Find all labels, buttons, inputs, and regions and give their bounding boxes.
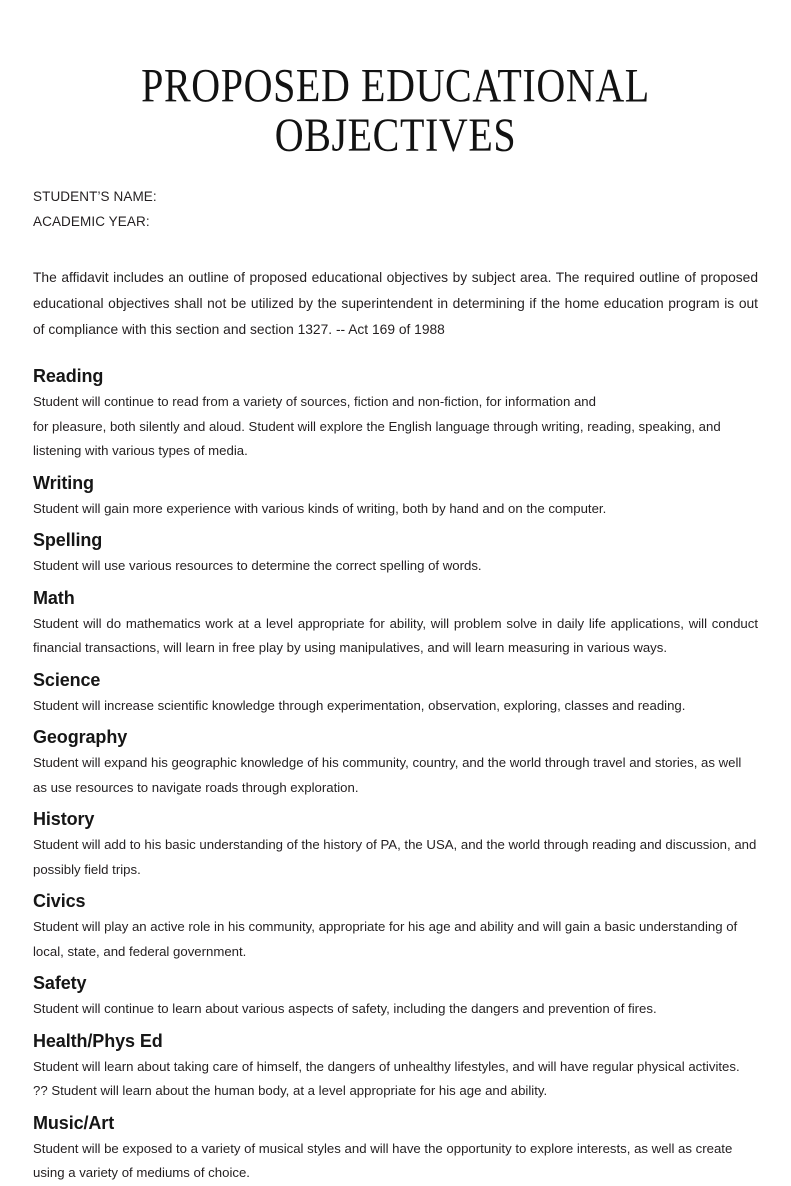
section-heading: Spelling — [33, 530, 103, 550]
section-body: Student will be exposed to a variety of musical styles and will have the opportunity to explore interests, as well as create using a variety of mediums of choice. — [33, 1140, 733, 1180]
section-body: Student will play an active role in his community, appropriate for his age and ability and will gain a basic understanding of local, state, and federal government. — [33, 919, 738, 959]
field-academic-year: ACADEMIC YEAR: — [33, 214, 150, 229]
section-body — [33, 1055, 758, 1104]
section-body: Student will do mathematics work at a level appropriate for ability, will problem solve in daily life applications, will conduct financial transactions, will learn in free play by using manipulatives, and will learn measuring in various ways. — [33, 615, 758, 655]
section-body: Student will add to his basic understanding of the history of PA, the USA, and the world through reading and discussion, and possibly field trips. — [33, 837, 757, 877]
section-civics — [33, 890, 758, 964]
section-heading: Reading — [33, 366, 104, 386]
section-body: Student will use various resources to determine the correct spelling of words. — [33, 558, 482, 573]
section-body: Student will expand his geographic knowledge of his community, country, and the world through travel and stories, as well as use resources to navigate roads through exploration. — [33, 755, 742, 795]
section-body-line: ?? Student will learn about the human body, at a level appropriate for his age and ability. — [33, 1083, 548, 1098]
section-heading: Geography — [33, 727, 128, 747]
section-body: Student will increase scientific knowledge through experimentation, observation, exploring, classes and reading. — [33, 697, 686, 713]
page-title: PROPOSED EDUCATIONAL OBJECTIVES — [141, 58, 650, 162]
section-heading: Civics — [33, 891, 86, 911]
section-science — [33, 669, 758, 719]
section-writing — [33, 472, 758, 522]
section-body-line: for pleasure, both silently and aloud. Student will explore the English language through writing, reading, speaking, and listening with various types of media. — [33, 418, 721, 458]
section-body: Student will continue to learn about various aspects of safety, including the dangers and prevention of fires. — [33, 1001, 657, 1016]
section-heading: Health/Phys Ed — [33, 1030, 163, 1051]
section-body-line: Student will continue to read from a variety of sources, fiction and non-fiction, for information and — [33, 394, 596, 409]
section-heading: Music/Art — [33, 1112, 115, 1133]
section-heading: Writing — [33, 472, 94, 493]
section-geography — [33, 726, 758, 800]
section-safety — [33, 972, 758, 1022]
form-fields — [33, 184, 758, 234]
section-health-phys-ed — [33, 1030, 758, 1104]
subject-sections — [33, 365, 758, 1186]
section-history — [33, 808, 758, 882]
section-heading: Math — [33, 587, 75, 608]
section-body — [33, 390, 758, 464]
section-heading: Science — [33, 669, 101, 690]
field-student-name: STUDENT’S NAME: — [33, 189, 157, 204]
section-body-line: Student will learn about taking care of himself, the dangers of unhealthy lifestyles, and will have regular physical activites. — [33, 1058, 740, 1074]
intro-paragraph: The affidavit includes an outline of proposed educational objectives by subject area. The required outline of proposed educational objectives shall not be utilized by the superintendent in determining if the home education program is out of compliance with this section and section 1327. -- Act 169 of 1988 — [33, 270, 758, 337]
section-music-art — [33, 1112, 758, 1186]
section-heading: Safety — [33, 973, 87, 993]
section-heading: History — [33, 809, 95, 829]
section-math — [33, 587, 758, 661]
section-reading — [33, 365, 758, 464]
section-spelling — [33, 529, 758, 579]
section-body: Student will gain more experience with various kinds of writing, both by hand and on the computer. — [33, 500, 607, 516]
